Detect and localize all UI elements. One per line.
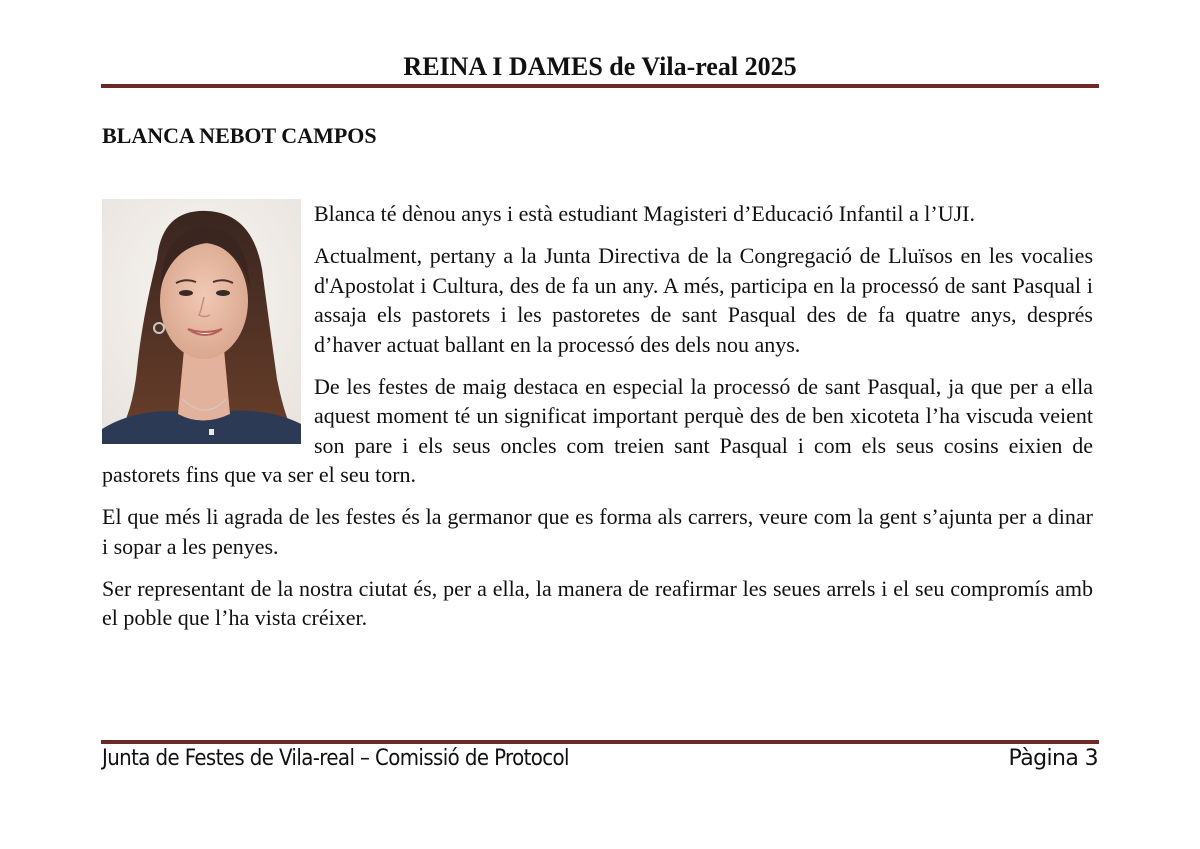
paragraph-3: De les festes de maig destaca en especial la processó de sant Pasqual, ja que per a ella aquest moment té un significat important perquè des de ben xicoteta l’ha viscuda veient son pare i els seus oncles com treien sant Pasqual i com els seus cosins eixien de pastorets fins que va ser el seu torn.: [102, 373, 1093, 487]
page-number: Pàgina 3: [1008, 746, 1098, 771]
header-rule: [101, 84, 1099, 88]
footer-organization: Junta de Festes de Vila-real – Comissió de Protocol: [102, 746, 569, 771]
photo-spacer: [102, 199, 314, 444]
paragraph-2: Actualment, pertany a la Junta Directiva de la Congregació de Lluïsos en les vocalies d'Apostolat i Cultura, des de fa un any. A més, participa en la processó de sant Pasqual i assaja els pastorets i les pastoretes de sant Pasqual des de fa quatre anys, després d’haver actuat ballant en la processó des dels nou anys.: [314, 243, 1093, 357]
article-body: [102, 199, 1093, 645]
paragraph-1: Blanca té dènou anys i està estudiant Magisteri d’Educació Infantil a l’UJI.: [314, 201, 976, 226]
paragraph-4: El que més li agrada de les festes és la germanor que es forma als carrers, veure com la gent s’ajunta per a dinar i sopar a les penyes.: [102, 504, 1093, 559]
paragraph-5: Ser representant de la nostra ciutat és, per a ella, la manera de reafirmar les seues arrels i el seu compromís amb el poble que l’ha vista créixer.: [102, 575, 1093, 630]
person-name: BLANCA NEBOT CAMPOS: [102, 123, 377, 148]
page-title: REINA I DAMES de Vila-real 2025: [403, 52, 797, 81]
footer-rule: [101, 740, 1099, 744]
